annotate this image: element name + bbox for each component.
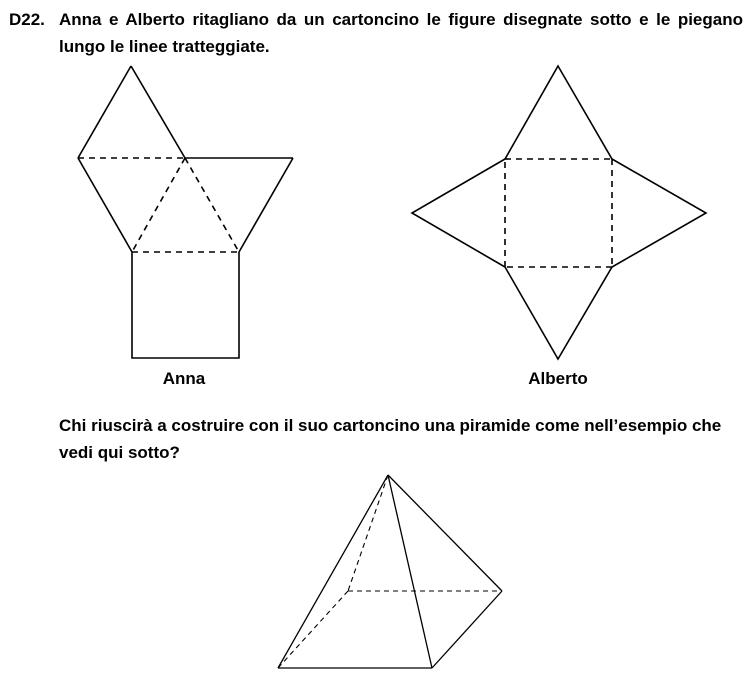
question-prompt: Chi riuscirà a costruire con il suo cartoncino una piramide come nell’esempio che vedi qui sotto? xyxy=(59,416,722,462)
pyramid-edge xyxy=(388,475,432,668)
question-number: D22. xyxy=(9,10,45,29)
pyramid-hidden-edge xyxy=(278,591,348,668)
pyramid-hidden-edge xyxy=(348,475,388,591)
pyramid-edge xyxy=(388,475,502,591)
pyramid-base-edge xyxy=(432,591,502,668)
pyramid-edge xyxy=(278,475,388,668)
question-intro: Anna e Alberto ritagliano da un cartoncino le figure disegnate sotto e le piegano lungo le linee tratteggiate. xyxy=(59,10,743,56)
anna-caption: Anna xyxy=(162,369,206,388)
alberto-caption: Alberto xyxy=(528,369,588,388)
